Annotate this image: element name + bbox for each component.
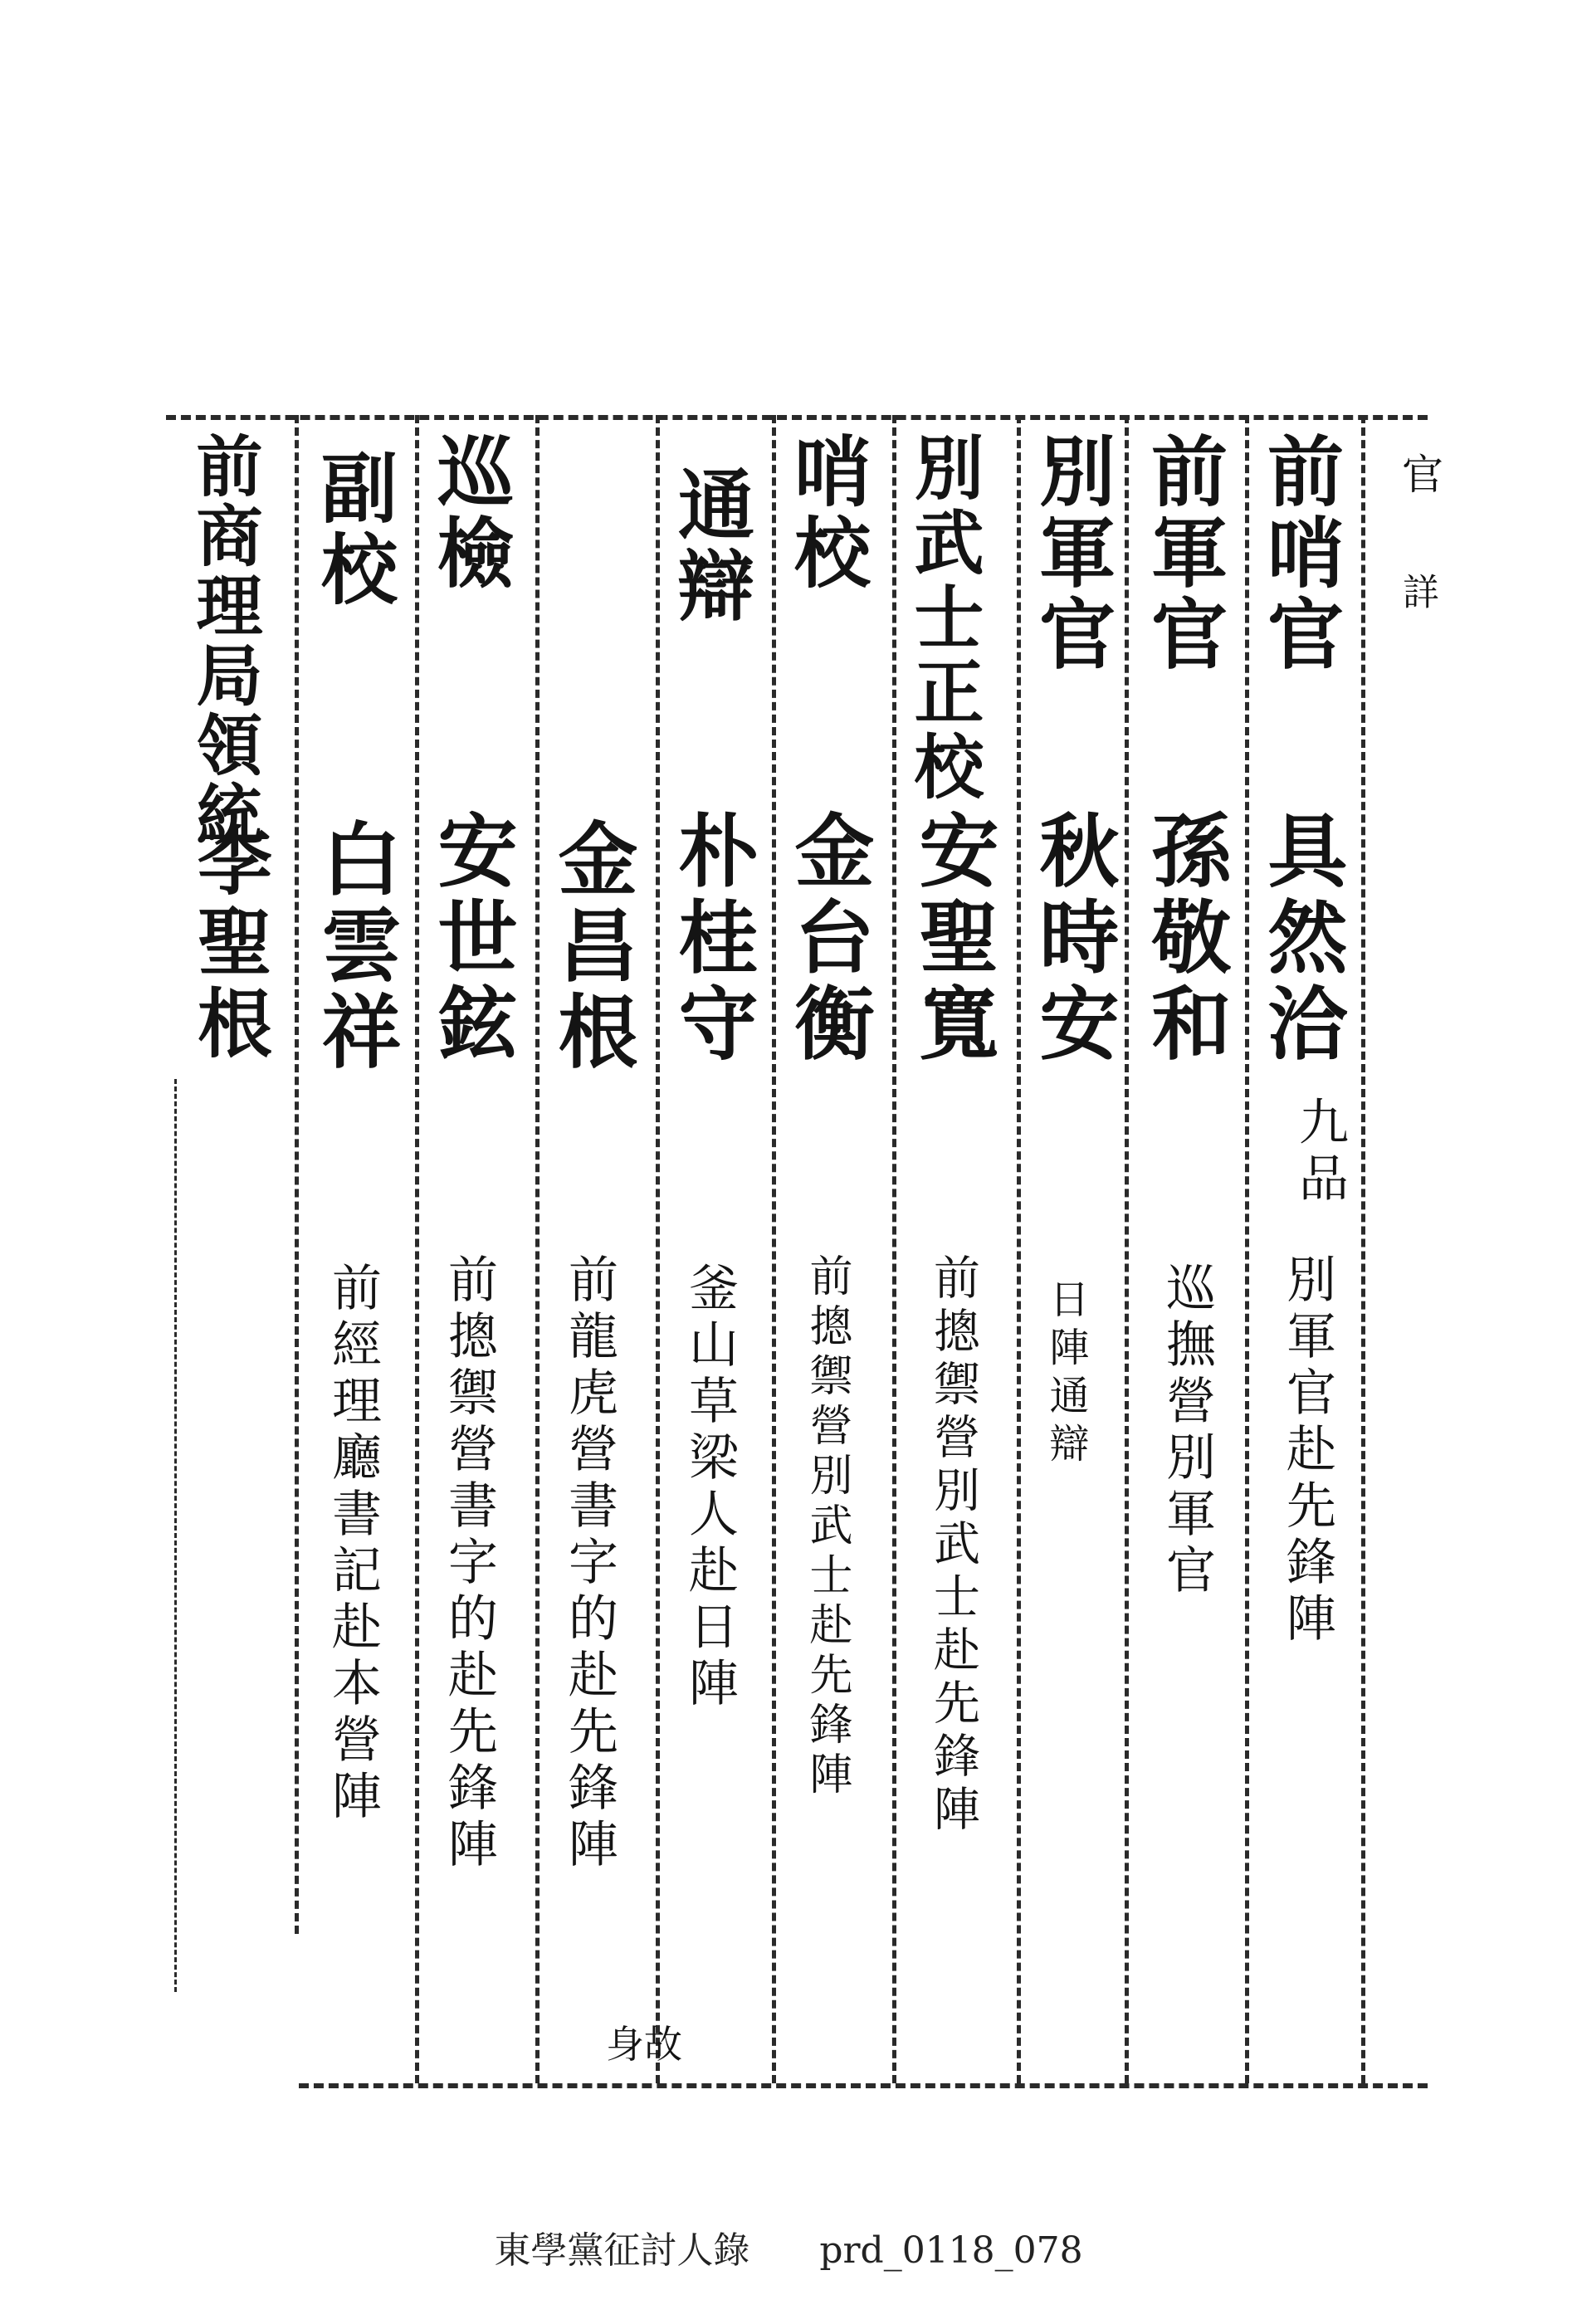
entry-title: 前軍官 [1139, 432, 1228, 676]
entry-title: 別軍官 [1027, 432, 1116, 676]
file-id: prd_0118_078 [819, 2229, 1083, 2272]
column-divider [1245, 415, 1249, 2083]
entry-remark: 身故 [606, 2022, 682, 2067]
entry-note: 釜山草梁人赴日陣 [681, 1262, 739, 1713]
left-edge-line [174, 1079, 177, 1992]
entry-rank: 九品 [1291, 1096, 1349, 1208]
column-divider [892, 415, 896, 2083]
entry-name: 孫敬和 [1139, 809, 1233, 1068]
entry-name: 李聖根 [184, 822, 272, 1066]
entry-title: 別武士正校 [903, 432, 985, 805]
page-footer [0, 2220, 1577, 2273]
column-divider [415, 415, 419, 2083]
book-title: 東學黨征討人錄 [494, 2229, 750, 2272]
column-divider [772, 415, 776, 2083]
entry-name: 金台衡 [782, 809, 876, 1068]
entry-name: 安世鉉 [425, 809, 519, 1068]
entry-note: 別軍官赴先鋒陣 [1278, 1253, 1336, 1648]
entry-name: 具然洽 [1255, 809, 1349, 1068]
entry-title: 前哨官 [1255, 432, 1345, 676]
column-divider [535, 415, 540, 2083]
entry-name: 白雲祥 [309, 818, 403, 1077]
entry-name: 金昌根 [545, 818, 639, 1077]
entry-note: 巡撫營別軍官 [1158, 1262, 1216, 1600]
entry-note: 前龍虎營書字的赴先鋒陣 [560, 1253, 618, 1874]
entry-name: 安聖寬 [906, 809, 1000, 1068]
entry-note: 前經理廳書記赴本營陣 [324, 1262, 382, 1826]
entry-title: 副校 [309, 448, 398, 611]
entry-title: 前商理局領統 [185, 432, 263, 850]
entry-title: 通辯 [666, 465, 755, 627]
entry-note: 日陣通辯 [1042, 1278, 1089, 1471]
entry-note: 前摠禦營別武士赴先鋒陣 [802, 1253, 852, 1801]
bottom-border [299, 2083, 1428, 2088]
entry-title: 巡檢 [425, 432, 515, 594]
column-divider [1125, 415, 1129, 2083]
entry-name: 秋時安 [1027, 809, 1120, 1068]
entry-note: 前摠禦營書字的赴先鋒陣 [440, 1253, 498, 1874]
entry-title: 哨校 [782, 432, 872, 594]
column-divider [656, 415, 660, 2083]
entry-note: 前摠禦營別武士赴先鋒陣 [926, 1253, 980, 1838]
column-divider [295, 415, 299, 1934]
top-border [166, 415, 1428, 420]
edge-mark: 官 [1395, 452, 1443, 500]
column-divider [1361, 415, 1365, 2083]
entry-name: 朴桂守 [666, 809, 759, 1068]
edge-mark-top: 詳 [1396, 573, 1438, 616]
column-divider [1017, 415, 1021, 2083]
